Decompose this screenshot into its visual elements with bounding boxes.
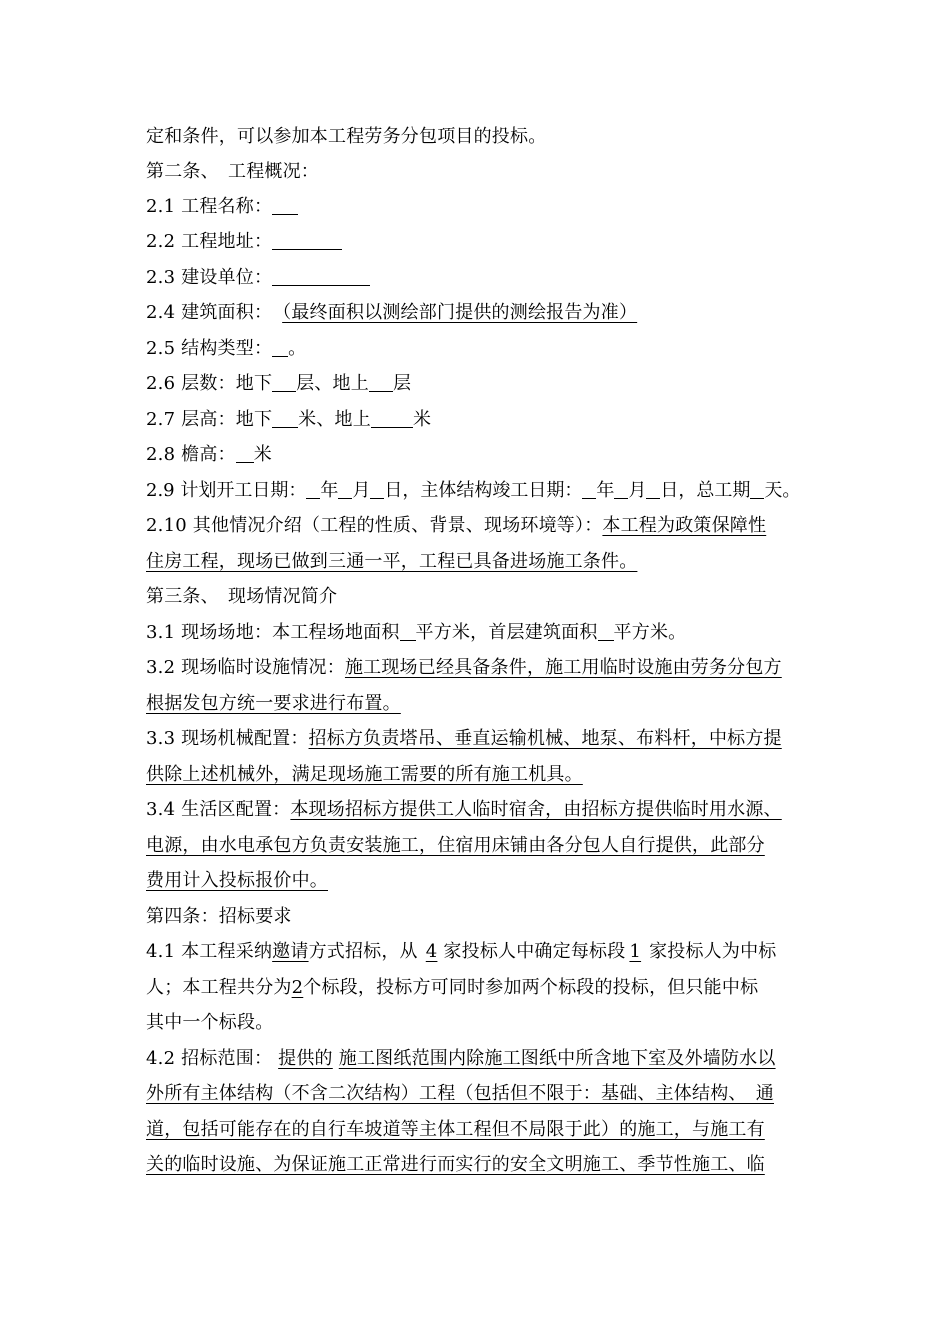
blank-field bbox=[272, 338, 288, 357]
text-line: 2.8 檐高： 米 bbox=[146, 444, 272, 465]
text-line: 2.9 计划开工日期： 年 月 日，主体结构竣工日期： 年 月 日，总工期 天。 bbox=[146, 480, 801, 501]
text-line: 3.2 现场临时设施情况：施工现场已经具备条件，施工用临时设施由劳务分包方 bbox=[146, 657, 782, 678]
section-heading-4: 第四条：招标要求 bbox=[146, 906, 292, 927]
text-line: 2.6 层数：地下 层、地上 层 bbox=[146, 373, 412, 394]
text-line: 其中一个标段。 bbox=[146, 1012, 274, 1033]
text-line: 供除上述机械外，满足现场施工需要的所有施工机具。 bbox=[146, 764, 583, 785]
blank-field bbox=[236, 444, 254, 463]
text-line: 2.7 层高：地下 米、地上 米 bbox=[146, 409, 432, 430]
blank-field bbox=[272, 409, 298, 428]
text-line: 3.4 生活区配置：本现场招标方提供工人临时宿舍，由招标方提供临时用水源、 bbox=[146, 799, 782, 820]
blank-field bbox=[272, 267, 370, 286]
text-line: 4.1 本工程采纳邀请方式招标，从 4 家投标人中确定每标段 1 家投标人为中标 bbox=[146, 941, 777, 962]
text-line: 3.3 现场机械配置：招标方负责塔吊、垂直运输机械、地泵、布料杆，中标方提 bbox=[146, 728, 782, 749]
text-line: 2.10 其他情况介绍（工程的性质、背景、现场环境等）：本工程为政策保障性 bbox=[146, 515, 767, 536]
blank-field bbox=[614, 480, 628, 499]
text-line: 电源，由水电承包方负责安装施工，住宿用床铺由各分包人自行提供，此部分 bbox=[146, 835, 765, 856]
text-line: 2.3 建设单位： bbox=[146, 267, 818, 289]
text-line: 2.2 工程地址： bbox=[146, 231, 818, 253]
text-line: 3.1 现场场地：本工程场地面积 平方米，首层建筑面积 平方米。 bbox=[146, 622, 687, 643]
blank-field bbox=[370, 480, 384, 499]
text-line: 住房工程，现场已做到三通一平，工程已具备进场施工条件。 bbox=[146, 551, 638, 572]
blank-field bbox=[646, 480, 660, 499]
text-line: 根据发包方统一要求进行布置。 bbox=[146, 693, 401, 714]
blank-field bbox=[272, 196, 298, 215]
section-heading-3: 第三条、 现场情况简介 bbox=[146, 586, 338, 607]
blank-field bbox=[338, 480, 352, 499]
blank-field bbox=[272, 231, 342, 250]
text-line: 2.1 工程名称： bbox=[146, 196, 818, 218]
text-line: 道，包括可能存在的自行车坡道等主体工程但不局限于此）的施工，与施工有 bbox=[146, 1119, 765, 1140]
text-line: 2.5 结构类型： 。 bbox=[146, 338, 307, 359]
text-line: 定和条件，可以参加本工程劳务分包项目的投标。 bbox=[146, 126, 547, 147]
text-line: 外所有主体结构（不含二次结构）工程（包括但不限于：基础、主体结构、 通 bbox=[146, 1083, 774, 1104]
blank-field bbox=[400, 622, 416, 641]
blank-field bbox=[272, 373, 296, 392]
section-heading-2: 第二条、 工程概况： bbox=[146, 161, 319, 182]
blank-field bbox=[371, 409, 413, 428]
text-line: 4.2 招标范围： 提供的 施工图纸范围内除施工图纸中所含地下室及外墙防水以 bbox=[146, 1048, 776, 1069]
blank-field bbox=[582, 480, 596, 499]
text-line: 费用计入投标报价中。 bbox=[146, 870, 328, 891]
text-line: 2.4 建筑面积： （最终面积以测绘部门提供的测绘报告为准） bbox=[146, 302, 638, 323]
blank-field bbox=[369, 373, 393, 392]
blank-field bbox=[750, 480, 764, 499]
text-line: 关的临时设施、为保证施工正常进行而实行的安全文明施工、季节性施工、临 bbox=[146, 1154, 765, 1175]
blank-field bbox=[598, 622, 614, 641]
text-line: 人；本工程共分为2个标段，投标方可同时参加两个标段的投标，但只能中标 bbox=[146, 977, 759, 998]
blank-field bbox=[306, 480, 320, 499]
